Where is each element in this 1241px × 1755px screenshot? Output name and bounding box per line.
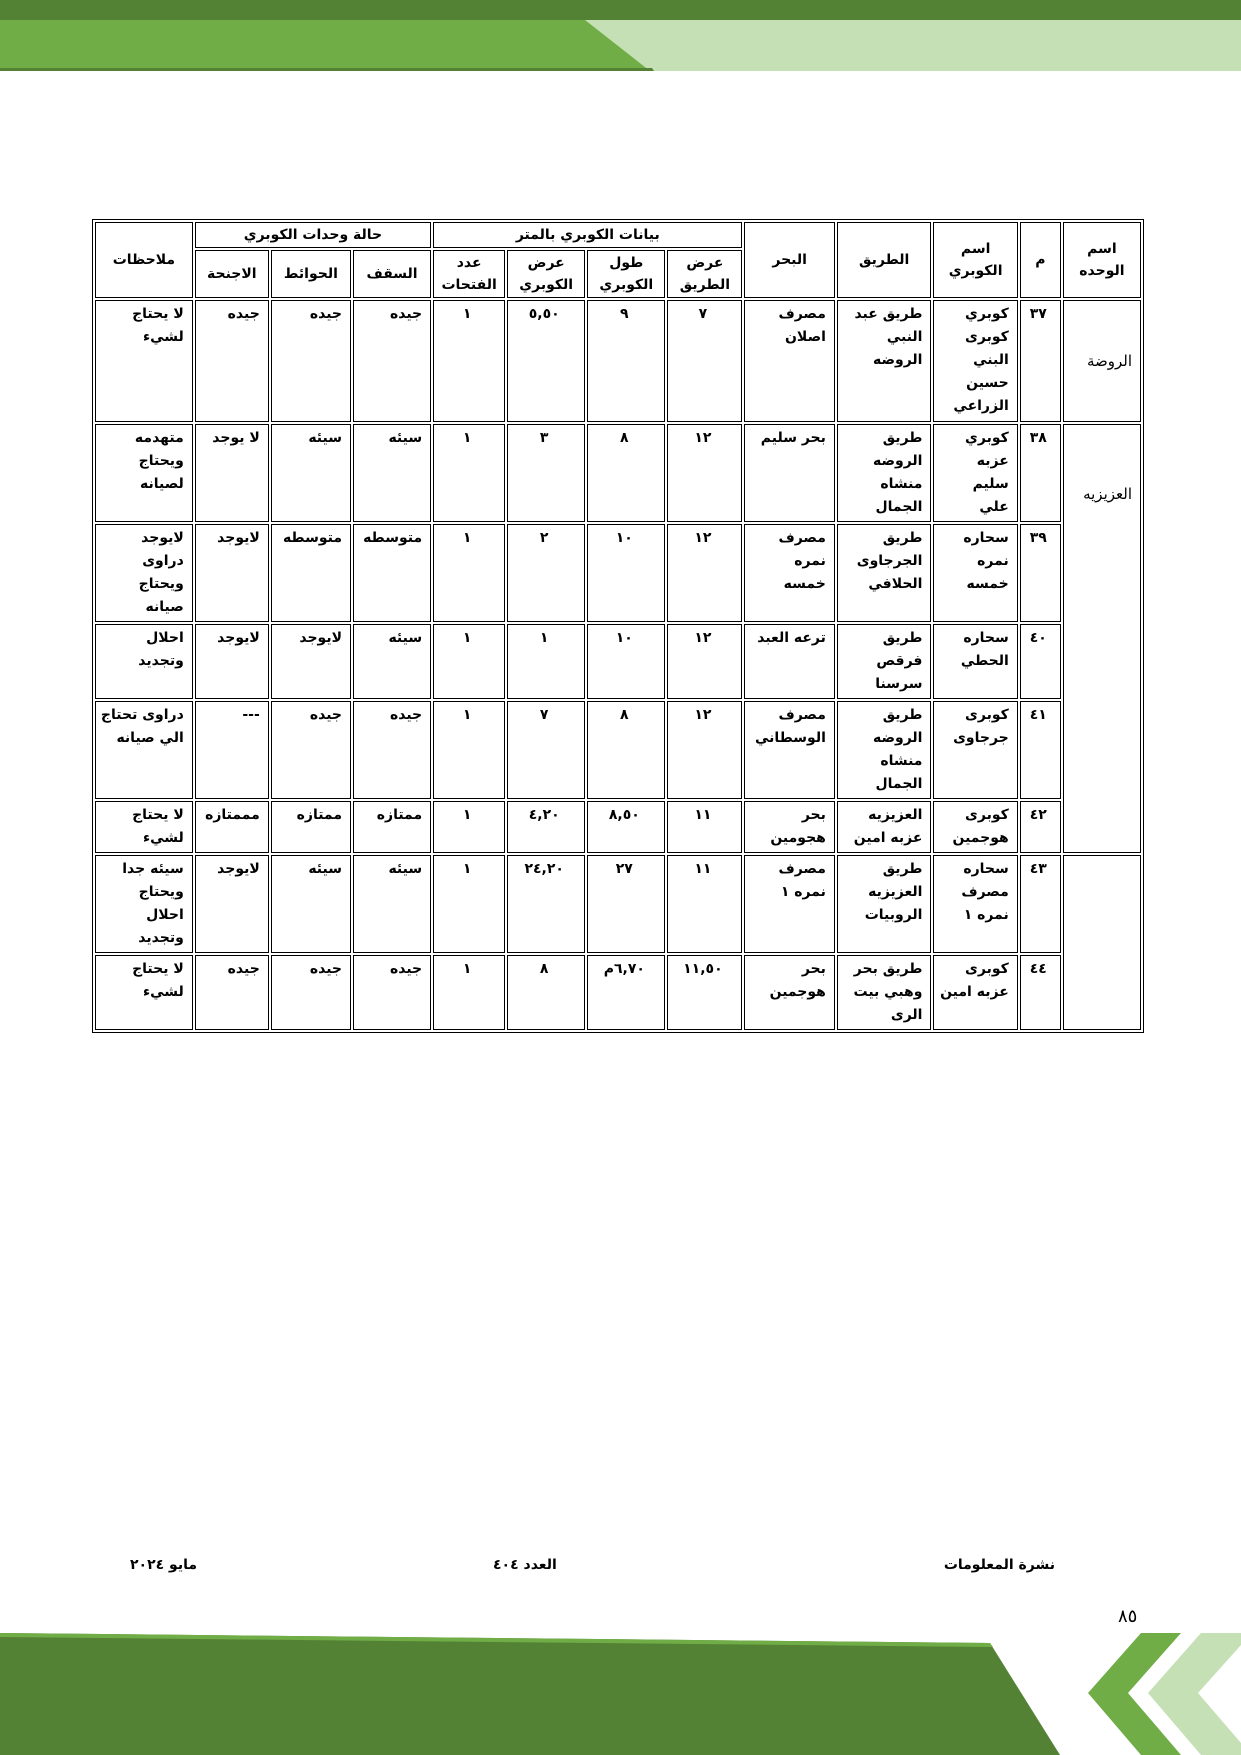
row-number: ٣٧ — [1020, 300, 1061, 422]
table-row — [95, 524, 1141, 622]
width-cell: ٢ — [507, 524, 585, 622]
openings-cell: ١ — [433, 955, 505, 1030]
table-row — [95, 300, 1141, 422]
length-cell: ١٠ — [587, 524, 665, 622]
roof-cell: جيده — [353, 955, 431, 1030]
walls-cell: سيئه — [271, 424, 351, 522]
openings-cell: ١ — [433, 801, 505, 853]
roof-cell: ممتازه — [353, 801, 431, 853]
road-cell: طريق الروضه منشاه الجمال — [837, 701, 932, 799]
road-cell: طريق الروضه منشاه الجمال — [837, 424, 932, 522]
header-bridge-width: عرض الكوبري — [507, 250, 585, 298]
openings-cell: ١ — [433, 300, 505, 422]
roof-cell: سيئه — [353, 424, 431, 522]
bridge-name-cell: كوبرى جرجاوى — [933, 701, 1017, 799]
bridges-table-wrapper — [92, 219, 1144, 1033]
notes-cell: سيئه جدا ويحتاج احلال وتجديد — [95, 855, 193, 953]
road-cell: العزيزيه عزبه امين — [837, 801, 932, 853]
walls-cell: جيده — [271, 300, 351, 422]
header-band — [0, 20, 1241, 71]
header-openings: عدد الفتحات — [433, 250, 505, 298]
page-number: ٨٥ — [1118, 1606, 1138, 1627]
row-number: ٣٨ — [1020, 424, 1061, 522]
road-width-cell: ١١ — [667, 801, 742, 853]
header-wings: الاجنحة — [195, 250, 269, 298]
footer-date: مايو ٢٠٢٤ — [130, 1557, 198, 1573]
header-waterway: البحر — [744, 222, 834, 298]
header-top-band — [0, 0, 1241, 20]
road-width-cell: ١٢ — [667, 424, 742, 522]
row-number: ٤٢ — [1020, 801, 1061, 853]
bridge-name-cell: سحاره الحطي — [933, 624, 1017, 699]
waterway-cell: بحر هوجمين — [744, 955, 834, 1030]
walls-cell: ممتازه — [271, 801, 351, 853]
walls-cell: متوسطه — [271, 524, 351, 622]
waterway-cell: مصرف نمره ١ — [744, 855, 834, 953]
road-width-cell: ١٢ — [667, 701, 742, 799]
waterway-cell: مصرف الوسطاني — [744, 701, 834, 799]
openings-cell: ١ — [433, 624, 505, 699]
row-number: ٤١ — [1020, 701, 1061, 799]
header-no: م — [1020, 222, 1061, 298]
roof-cell: جيده — [353, 701, 431, 799]
unit-cell: الروضة — [1063, 300, 1141, 422]
footer-issue: العدد ٤٠٤ — [493, 1557, 557, 1573]
road-cell: طريق فرقص سرسنا — [837, 624, 932, 699]
notes-cell: متهدمه ويحتاج لصيانه — [95, 424, 193, 522]
width-cell: ٤,٢٠ — [507, 801, 585, 853]
road-cell: طريق العزيزيه الروبيات — [837, 855, 932, 953]
width-cell: ١ — [507, 624, 585, 699]
wings-cell: لايوجد — [195, 624, 269, 699]
road-width-cell: ١١ — [667, 855, 742, 953]
length-cell: ٦,٧٠م — [587, 955, 665, 1030]
road-width-cell: ٧ — [667, 300, 742, 422]
road-width-cell: ١٢ — [667, 624, 742, 699]
walls-cell: سيئه — [271, 855, 351, 953]
notes-cell: احلال وتجديد — [95, 624, 193, 699]
waterway-cell: بحر هجومين — [744, 801, 834, 853]
row-number: ٤٠ — [1020, 624, 1061, 699]
openings-cell: ١ — [433, 424, 505, 522]
notes-cell: لا يحتاج لشيء — [95, 801, 193, 853]
waterway-cell: مصرف اصلان — [744, 300, 834, 422]
bridge-name-cell: كوبري كوبرى البني حسين الزراعي — [933, 300, 1017, 422]
notes-cell: دراوى تحتاج الي صيانه — [95, 701, 193, 799]
header-walls: الحوائط — [271, 250, 351, 298]
openings-cell: ١ — [433, 701, 505, 799]
notes-cell: لا يحتاج لشيء — [95, 300, 193, 422]
wings-cell: جيده — [195, 300, 269, 422]
walls-cell: جيده — [271, 955, 351, 1030]
footer-band-graphic — [0, 1633, 1241, 1755]
table-row — [95, 955, 1141, 1030]
width-cell: ٢٤,٢٠ — [507, 855, 585, 953]
length-cell: ٨ — [587, 701, 665, 799]
width-cell: ٣ — [507, 424, 585, 522]
footer-band — [0, 1633, 1241, 1755]
bridge-name-cell: سحاره نمره خمسه — [933, 524, 1017, 622]
length-cell: ٩ — [587, 300, 665, 422]
wings-cell: لايوجد — [195, 524, 269, 622]
table-row — [95, 701, 1141, 799]
header-band-graphic — [0, 20, 1241, 71]
width-cell: ٨ — [507, 955, 585, 1030]
notes-cell: لا يحتاج لشيء — [95, 955, 193, 1030]
roof-cell: جيده — [353, 300, 431, 422]
bridge-name-cell: سحاره مصرف نمره ١ — [933, 855, 1017, 953]
unit-cell: العزيزيه — [1063, 424, 1141, 853]
table-row — [95, 424, 1141, 522]
footer-publication: نشرة المعلومات — [943, 1557, 1055, 1573]
header-unit: اسم الوحده — [1063, 222, 1141, 298]
bridges-table — [92, 219, 1144, 1033]
roof-cell: سيئه — [353, 624, 431, 699]
wings-cell: --- — [195, 701, 269, 799]
header-road: الطريق — [837, 222, 932, 298]
width-cell: ٥,٥٠ — [507, 300, 585, 422]
notes-cell: لايوجد دراوى ويحتاج صيانه — [95, 524, 193, 622]
openings-cell: ١ — [433, 855, 505, 953]
openings-cell: ١ — [433, 524, 505, 622]
length-cell: ٨,٥٠ — [587, 801, 665, 853]
bridge-name-cell: كوبري عزبه سليم علي — [933, 424, 1017, 522]
walls-cell: لايوجد — [271, 624, 351, 699]
wings-cell: لايوجد — [195, 855, 269, 953]
table-row — [95, 624, 1141, 699]
road-cell: طريق الجرجاوى الحلافي — [837, 524, 932, 622]
width-cell: ٧ — [507, 701, 585, 799]
row-number: ٤٣ — [1020, 855, 1061, 953]
waterway-cell: بحر سليم — [744, 424, 834, 522]
road-cell: طريق بحر وهبي بيت الرى — [837, 955, 932, 1030]
table-row — [95, 855, 1141, 953]
table-row — [95, 801, 1141, 853]
road-cell: طريق عبد النبي الروضه — [837, 300, 932, 422]
header-bridge-length: طول الكوبري — [587, 250, 665, 298]
header-condition: حالة وحدات الكوبري — [195, 222, 431, 248]
roof-cell: متوسطه — [353, 524, 431, 622]
wings-cell: جيده — [195, 955, 269, 1030]
waterway-cell: ترعه العبد — [744, 624, 834, 699]
roof-cell: سيئه — [353, 855, 431, 953]
bridge-name-cell: كوبرى هوجمين — [933, 801, 1017, 853]
row-number: ٤٤ — [1020, 955, 1061, 1030]
header-bridge-name: اسم الكوبري — [933, 222, 1017, 298]
length-cell: ١٠ — [587, 624, 665, 699]
length-cell: ٨ — [587, 424, 665, 522]
row-number: ٣٩ — [1020, 524, 1061, 622]
header-roof: السقف — [353, 250, 431, 298]
bridge-name-cell: كوبرى عزبه امين — [933, 955, 1017, 1030]
waterway-cell: مصرف نمره خمسه — [744, 524, 834, 622]
wings-cell: مممتازه — [195, 801, 269, 853]
header-bridge-data: بيانات الكوبري بالمتر — [433, 222, 742, 248]
walls-cell: جيده — [271, 701, 351, 799]
header-notes: ملاحظات — [95, 222, 193, 298]
header-row-1 — [95, 222, 1141, 248]
unit-cell — [1063, 855, 1141, 1030]
wings-cell: لا يوجد — [195, 424, 269, 522]
length-cell: ٢٧ — [587, 855, 665, 953]
road-width-cell: ١١,٥٠ — [667, 955, 742, 1030]
road-width-cell: ١٢ — [667, 524, 742, 622]
header-road-width: عرض الطريق — [667, 250, 742, 298]
